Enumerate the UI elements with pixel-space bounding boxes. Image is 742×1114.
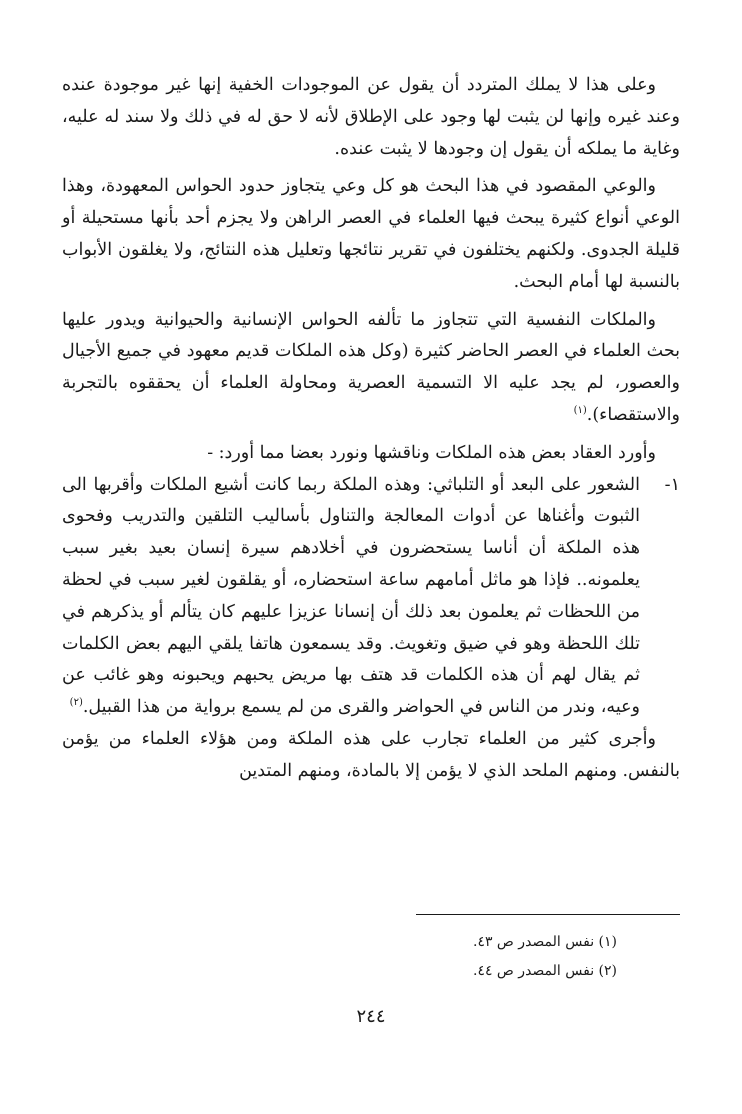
list-item-1: [62, 470, 680, 724]
closing-paragraph: وأجرى كثير من العلماء تجارب على هذه الملكة ومن هؤلاء العلماء من يؤمن بالنفس. ومنهم الملحد الذي لا يؤمن إلا بالمادة، ومنهم المتدين: [62, 728, 680, 781]
list-item-number: ١-: [664, 474, 680, 495]
footnote-divider: [416, 914, 680, 915]
footnotes: [217, 928, 617, 986]
paragraph-3: [62, 305, 680, 432]
page-body: [62, 70, 680, 788]
page-number: ٢٤٤: [356, 1006, 386, 1027]
paragraph-1: وعلى هذا لا يملك المتردد أن يقول عن الموجودات الخفية إنها غير موجودة عنده وعند غيره وإنها لن يثبت لها وجود على الإطلاق لأنه لا حق له في ذلك ولا سند له عليه، وغاية ما يملكه أن يقول إن وجودها لا يثبت عنده.: [62, 75, 680, 159]
footnote-ref-2: (٢): [69, 697, 83, 709]
paragraph-2: والوعي المقصود في هذا البحث هو كل وعي يتجاوز حدود الحواس المعهودة، وهذا الوعي أنواع كثيرة يبحث فيها العلماء في العصر الراهن ولا يجزم أحد بأنها مستحيلة أو قليلة الجدوى. ولكنهم يختلفون في تقرير نتائجها وتعليل هذه النتائج، ولا يغلقون الأبواب بالنسبة لها أمام البحث.: [62, 176, 680, 292]
paragraph-4: وأورد العقاد بعض هذه الملكات وناقشها ونورد بعضا مما أورد: -: [207, 442, 656, 463]
list-item-text: الشعور على البعد أو التلباثي: وهذه الملكة ربما كانت أشيع الملكات وأقربها الى الثبوت وأغناها عن أدوات المعالجة والتناول بأساليب التلقين والتدريب وفحوى هذه الملكة أن أناسا يستحضرون في أخلادهم سيرة إنسان بعيد بغير سبب يعلمونه.. فإذا هو ماثل أمامهم ساعة استحضاره، أو يقلقون لغير سبب في لحظة من اللحظات ثم يعلمون بعد ذلك أن إنسانا عزيزا عليهم كان يتألم أو يذكرهم في تلك اللحظة وهو في ضيق وتغويث. وقد يسمعون هاتفا يلقي اليهم بعض الكلمات ثم يقال لهم أن هذه الكلمات قد هتف بها مريض يحبهم ويحبونه وهو غائب عن وعيه، وندر من الناس في الحواضر والقرى من لم يسمع برواية من هذا القبيل.: [62, 474, 640, 718]
paragraph-3-text: والملكات النفسية التي تتجاوز ما تألفه الحواس الإنسانية والحيوانية ويدور عليها بحث العلماء في العصر الحاضر كثيرة (وكل هذه الملكات قديم معهود في جميع الأجيال والعصور، لم يجد عليه الا التسمية العصرية ومحاولة العلماء أن يحققوه بالتجربة والاستقصاء).: [62, 309, 680, 425]
footnote-2: (٢) نفس المصدر ص ٤٤.: [472, 963, 617, 979]
footnote-ref-1: (١): [573, 405, 587, 417]
footnote-1: (١) نفس المصدر ص ٤٣.: [472, 934, 617, 950]
